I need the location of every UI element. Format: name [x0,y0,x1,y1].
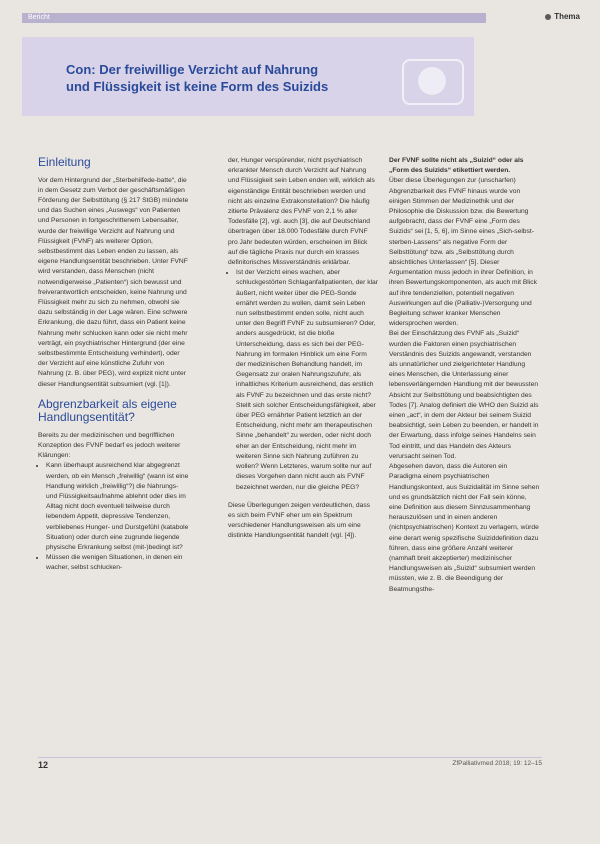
list-item: • Ist der Verzicht eines wachen, aber schluckgestörten Schlaganfallpatienten, der klar äußert, nicht weiter über die PEG-Sonde ernährt werden zu wollen, damit sein Leben nun selbstbestimmt enden solle, nicht auch unter den Begriff FVNF zu subsumieren? Oder, anders ausgedrückt, ist die bloße Unterscheidung, dass es sich bei der PEG-Nahrung im formalen Hinblick um eine Form der medizinischen Behandlung handelt, im Gegensatz zur oralen Nahrungszufuhr, als inhaltliches Kriterium ausreichend, das erstlich als FVNF zu bezeichnen und das erste nicht? Stellt sich solcher Entscheidungsfähigkeit, aber über PEG ernährter Patient letztlich an der Entscheidung, nicht mehr am therapeutischen Sinne „behandelt“ zu werden, oder nicht doch eher an der Entscheidung, nicht mehr im weiteren Sinne sich Nahrung zuführen zu wollen? Wenn Letzteres, warum sollte nur auf dieses Vorgehen dann nicht auch als FVNF bezeichnet werden, nur die gleiche PEG? [236,268,378,492]
bullet-list [228,268,378,492]
thema-label: Thema [554,12,580,21]
bullet-icon [545,14,551,20]
thema-marker [545,12,580,21]
paragraph: Diese Überlegungen zeigen verdeutlichen, dass es sich beim FVNF eher um ein Spektrum verschiedener Handlungsweisen als um eine distinkte Handlungsentität handelt (vgl. [4]). [228,501,371,540]
journal-citation: ZfPalliativmed 2018; 19: 12–15 [452,760,542,767]
subheading: Der FVNF sollte nicht als „Suizid“ oder als „Form des Suizids“ etikettiert werden. [389,157,524,175]
title-line-2: und Flüssigkeit ist keine Form des Suizids [66,78,329,94]
journal-logo-icon [402,59,464,105]
paragraph: Vor dem Hintergrund der „Sterbehilfede-batte“, die in dem Gesetz zum Verbot der geschäftsmäßigen Förderung der Selbsttötung (§ 217 StGB) mündete und das Suchen eines „Auswegs“ von Patienten und Personen in fortgeschrittenem Lebensalter, wurde der freiwillige Verzicht auf Nahrung und Flüssigkeit (FVNF) als weiterer Option, selbstbestimmt das Leben enden zu lassen, als eigene Handlungsentität beschrieben. Unter FVNF wird verstanden, dass Menschen (nicht notwendigerweise „Patienten“) sich bewusst und freiverantwortlich entscheiden, keine Nahrung und Flüssigkeit mehr zu sich zu nehmen, obwohl sie dazu selbständig in der Lage wären. Eine schwere Erkrankung, die dazu führt, dass ein Patient keine Nahrung mehr schlucken kann oder sie nicht mehr verträgt, ein psychiatrischer Hintergrund (der eine selbstbestimmte Entscheidung verhindert), oder der Verzicht auf eine künstliche Zufuhr von Nahrung (z. B. über PEG), wird explizit nicht unter dieser Handlungsentität subsumiert (vgl. [1]). [38,176,189,388]
section-bar [22,13,486,23]
bullet-list [38,461,190,573]
paragraph: Über diese Überlegungen zur (unscharfen) Abgrenzbarkeit des FVNF hinaus wurde von einigen Stimmen der Medizinethik und der Philosophie die Diskussion bzw. die Bewertung aufgebracht, dass der FVNF eine „Form des Suizids“ sei [1, 5, 6], im Sinne eines „Sich-selbst-sterben-Lassens“ als negative Form der Selbsttötung“ bzw. als „Selbsttötung durch absichtliches Unterlassen“ [5]. Dieser Argumentation muss jedoch in ihrer Definition, in ihren Bewertungskomponenten, als auch mit Blick auf ihre tendenziellen, potentiell negativen Auswirkungen auf die (Palliativ-)Versorgung und Begleitung schwer kranker Menschen widersprochen werden. [389,177,537,328]
heading-abgrenzbarkeit: Abgrenzbarkeit als eigene Handlungsentität? [38,396,177,425]
paragraph: Abgesehen davon, dass die Autoren ein Paradigma einem psychiatrischen Handlungskontext, aus Suizidalität im Sinne sehen und es grundsätzlich nicht der Fall sein könne, eine Definition aus diesem Sinnzusammenhang herauszulösen und in einen anderen (nichtpsychiatrischen) Kontext zu verlagern, würde eine derart wenig spezifische Suiziddefinition dazu führen, dass eine größere Anzahl weiterer (namhaft breit akzeptierter) medizinischer Handlungsweisen als „Suizid“ subsumiert werden müssten, wie z. B. die Beendigung der Beatmungsthe- [389,463,540,593]
section-label: Bericht [28,14,50,21]
footer-divider [38,757,542,758]
list-item: • Kann überhaupt ausreichend klar abgegrenzt werden, ob ein Mensch „freiwillig“ (wann ist eine Handlung wirklich „freiwillig“?) die Nahrungs- und Flüssigkeitsaufnahme ablehnt oder dies im Alltag nicht doch eventuell teilweise durch lebendem Appetit, depressive Tendenzen, verbliebenes Hunger- und Durstgefühl (katabole Situation) oder durch eine zugrunde liegende physische Erkrankung selbst (mit-)bedingt ist? [46,461,190,553]
title-panel [22,37,474,116]
paragraph: Bereits zu der medizinischen und begrifflichen Konzeption des FVNF bedarf es jedoch weiterer Klärungen: [38,431,181,460]
paragraph: der, Hunger verspürender, nicht psychiatrisch erkrankter Mensch durch Verzicht auf Nahrung und Flüssigkeit sein Leben enden will, wirklich als eigenständige Entität beschrieben werden und nicht als einzelne Extrakonstellation? Die häufig zitierte Prävalenz des FVNF von 2,1 % aller Todesfälle [2], vgl. auch [3], die auf Deutschland übertragen über 18.000 Todesfälle durch FVNF pro Jahr bedeuten würden, erscheinen im Blick auf die tägliche Praxis nur durch ein krasses definitorisches Missverständnis erklärbar. [228,157,375,267]
heading-einleitung: Einleitung [38,155,91,169]
column-2 [228,156,378,542]
list-item: • Müssen die wenigen Situationen, in denen ein wacher, selbst schlucken- [46,553,190,573]
page-number: 12 [38,760,49,770]
logo-circle [418,67,446,95]
paragraph: Bei der Einschätzung des FVNF als „Suizid“ wurden die Faktoren einen psychiatrischen Verständnis des Suizids angewandt, verstanden als unnatürlicher und zielgerichteter Handlung eines Menschen, die Unterlassung einer lebensverlängernden Handlung mit der bewussten Absicht zur Selbsttötung und beabsichtigten des Todes [7]. Analog definiert die WHO den Suizid als einen „act“, in dem der Akteur bei seinem Suizid beabsichtigt, sein Leben zu beenden, er handelt in der Erwartung, dass infolge seines Handelns sein Tod eintritt, und das Handeln des Akteurs verursacht seinen Tod. [389,330,539,460]
title-line-1: Con: Der freiwillige Verzicht auf Nahrung [66,62,319,77]
column-3 [389,156,541,595]
column-1 [38,156,190,574]
